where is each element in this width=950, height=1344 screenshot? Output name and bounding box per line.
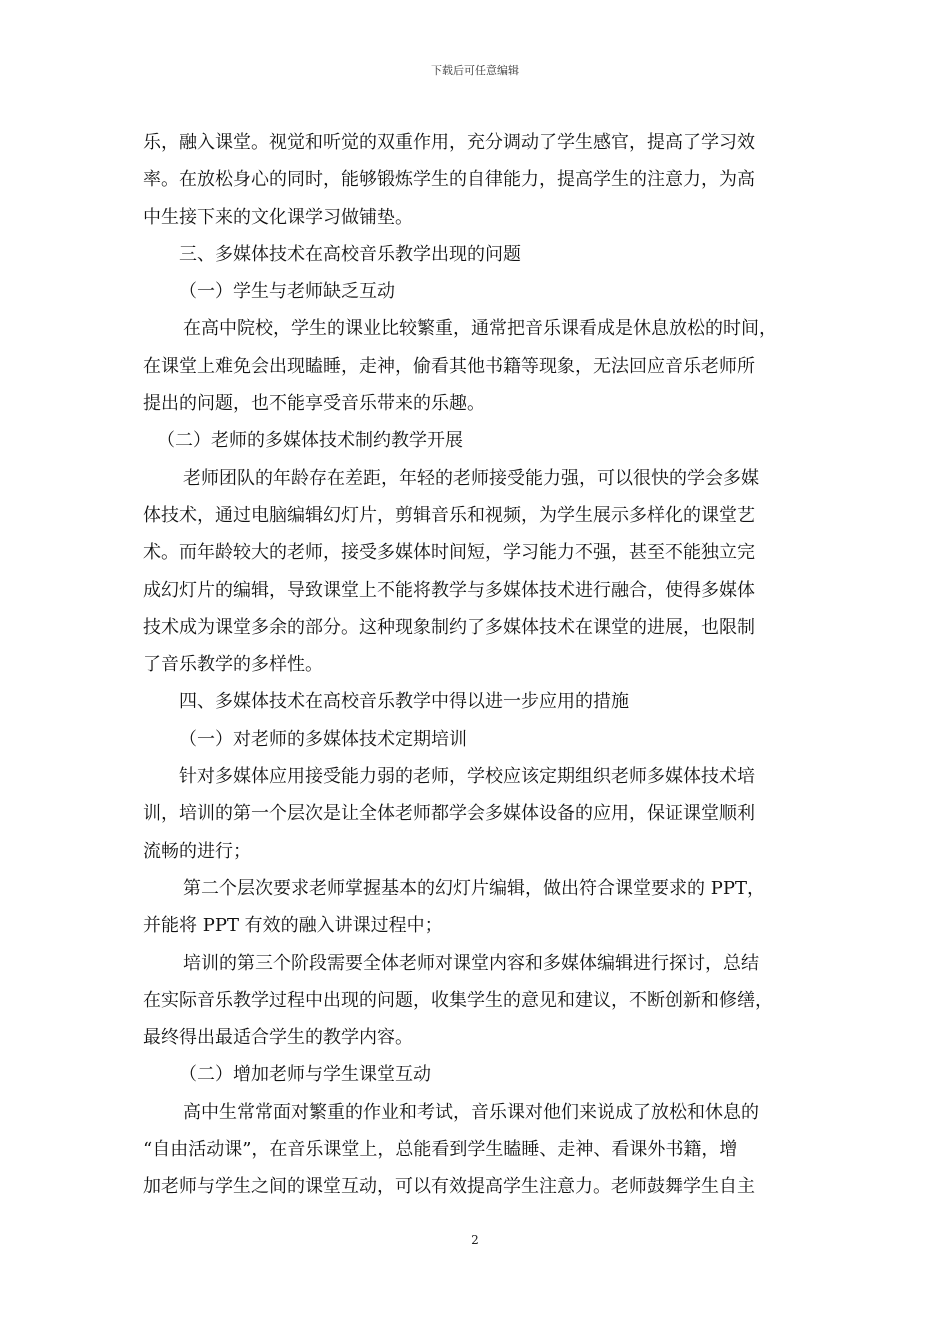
text-line: 在实际音乐教学过程中出现的问题，收集学生的意见和建议，不断创新和修缮， (143, 989, 773, 1011)
text-line: 了音乐教学的多样性。 (143, 654, 323, 676)
text-line: 高中生常常面对繁重的作业和考试，音乐课对他们来说成了放松和休息的 (183, 1101, 759, 1123)
body-text (143, 124, 811, 1206)
text-line: 率。在放松身心的同时，能够锻炼学生的自律能力，提高学生的注意力，为高 (143, 169, 755, 191)
text-line: 培训的第三个阶段需要全体老师对课堂内容和多媒体编辑进行探讨，总结 (183, 952, 759, 974)
text-line: 老师团队的年龄存在差距，年轻的老师接受能力强，可以很快的学会多媒 (183, 467, 759, 489)
document-body (143, 124, 811, 1206)
text-line: 技术成为课堂多余的部分。这种现象制约了多媒体技术在课堂的进展，也限制 (143, 616, 755, 638)
page-number: 2 (471, 1233, 479, 1247)
text-line: 训，培训的第一个层次是让全体老师都学会多媒体设备的应用，保证课堂顺利 (143, 803, 755, 825)
text-line: 中生接下来的文化课学习做铺垫。 (143, 206, 413, 228)
text-line: 四、多媒体技术在高校音乐教学中得以进一步应用的措施 (179, 691, 629, 713)
text-line: （二）增加老师与学生课堂互动 (179, 1064, 431, 1086)
text-line: 乐，融入课堂。视觉和听觉的双重作用，充分调动了学生感官，提高了学习效 (143, 132, 755, 153)
text-line: 体技术，通过电脑编辑幻灯片，剪辑音乐和视频，为学生展示多样化的课堂艺 (143, 504, 755, 526)
text-line: （一）对老师的多媒体技术定期培训 (179, 728, 467, 750)
text-line: 加老师与学生之间的课堂互动，可以有效提高学生注意力。老师鼓舞学生自主 (143, 1176, 755, 1198)
text-line: 并能将 PPT 有效的融入讲课过程中； (143, 915, 443, 937)
text-line: （一）学生与老师缺乏互动 (179, 281, 395, 303)
text-line: 提出的问题，也不能享受音乐带来的乐趣。 (143, 393, 485, 415)
text-line: 成幻灯片的编辑，导致课堂上不能将教学与多媒体技术进行融合，使得多媒体 (143, 579, 755, 601)
text-line: 针对多媒体应用接受能力弱的老师，学校应该定期组织老师多媒体技术培 (179, 766, 755, 788)
text-line: 最终得出最适合学生的教学内容。 (143, 1027, 413, 1049)
text-line: 在课堂上难免会出现瞌睡，走神，偷看其他书籍等现象，无法回应音乐老师所 (143, 355, 755, 377)
text-line: （二）老师的多媒体技术制约教学开展 (157, 430, 463, 452)
text-line: “自由活动课”，在音乐课堂上，总能看到学生瞌睡、走神、看课外书籍，增 (143, 1139, 738, 1161)
page-header: 下载后可任意编辑 (431, 64, 519, 77)
text-line: 术。而年龄较大的老师，接受多媒体时间短，学习能力不强，甚至不能独立完 (143, 542, 755, 564)
text-line: 在高中院校，学生的课业比较繁重，通常把音乐课看成是休息放松的时间， (183, 318, 777, 340)
text-line: 三、多媒体技术在高校音乐教学出现的问题 (179, 243, 521, 265)
text-line: 第二个层次要求老师掌握基本的幻灯片编辑，做出符合课堂要求的 PPT， (183, 877, 765, 899)
text-line: 流畅的进行； (143, 840, 251, 862)
